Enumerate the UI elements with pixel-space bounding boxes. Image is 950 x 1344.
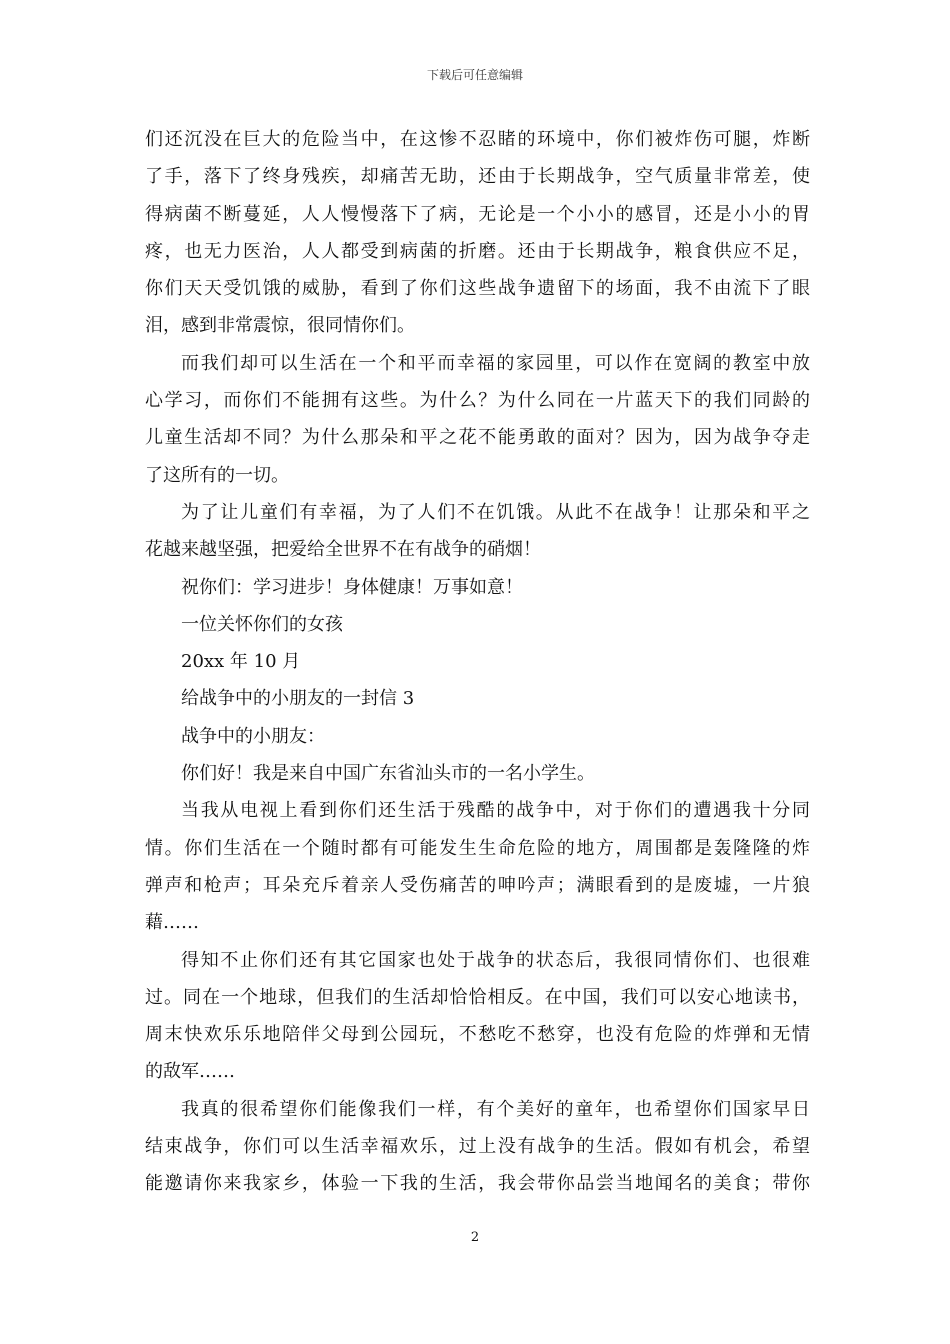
salutation-line: 战争中的小朋友： xyxy=(181,725,325,747)
text-line: 了手，落下了终身残疾，却痛苦无助，还由于长期战争，空气质量非常差，使 xyxy=(145,166,810,188)
text-line: 得知不止你们还有其它国家也处于战争的状态后，我很同情你们、也很难 xyxy=(181,949,810,971)
date-line: 20xx 年 10 月 xyxy=(181,651,301,673)
text-line: 弹声和枪声；耳朵充斥着亲人受伤痛苦的呻吟声；满眼看到的是废墟，一片狼 xyxy=(145,874,810,896)
text-line: 藉…… xyxy=(145,912,199,934)
text-line: 泪，感到非常震惊，很同情你们。 xyxy=(145,315,415,337)
text-line: 心学习，而你们不能拥有这些。为什么？为什么同在一片蓝天下的我们同龄的 xyxy=(145,390,810,412)
text-line: 过。同在一个地球，但我们的生活却恰恰相反。在中国，我们可以安心地读书， xyxy=(145,986,810,1008)
text-line: 情。你们生活在一个随时都有可能发生生命危险的地方，周围都是轰隆隆的炸 xyxy=(145,837,810,859)
signature-line: 一位关怀你们的女孩 xyxy=(181,613,343,635)
document-body xyxy=(145,121,810,1203)
text-line: 能邀请你来我家乡，体验一下我的生活，我会带你品尝当地闻名的美食；带你 xyxy=(145,1173,810,1195)
text-line: 当我从电视上看到你们还生活于残酷的战争中，对于你们的遭遇我十分同 xyxy=(181,800,810,822)
text-line: 疼，也无力医治，人人都受到病菌的折磨。还由于长期战争，粮食供应不足， xyxy=(145,240,810,262)
page-number: 2 xyxy=(470,1230,480,1245)
text-line: 儿童生活却不同？为什么那朵和平之花不能勇敢的面对？因为，因为战争夺走 xyxy=(145,427,810,449)
text-line: 结束战争，你们可以生活幸福欢乐，过上没有战争的生活。假如有机会，希望 xyxy=(145,1136,810,1158)
text-line: 我真的很希望你们能像我们一样，有个美好的童年，也希望你们国家早日 xyxy=(181,1098,810,1120)
text-line: 们还沉没在巨大的危险当中，在这惨不忍睹的环境中，你们被炸伤可腿，炸断 xyxy=(145,129,810,150)
text-line: 你们好！我是来自中国广东省汕头市的一名小学生。 xyxy=(181,763,595,785)
text-line: 得病菌不断蔓延，人人慢慢落下了病，无论是一个小小的感冒，还是小小的胃 xyxy=(145,203,810,225)
text-line: 为了让儿童们有幸福，为了人们不在饥饿。从此不在战争！让那朵和平之 xyxy=(181,501,810,523)
text-line: 花越来越坚强，把爱给全世界不在有战争的硝烟！ xyxy=(145,539,541,561)
section-title: 给战争中的小朋友的一封信 3 xyxy=(181,688,415,710)
page-header: 下载后可任意编辑 xyxy=(426,68,523,82)
text-line: 祝你们：学习进步！身体健康！万事如意！ xyxy=(181,576,523,598)
text-line: 周末快欢乐乐地陪伴父母到公园玩，不愁吃不愁穿，也没有危险的炸弹和无情 xyxy=(145,1024,810,1046)
text-line: 了这所有的一切。 xyxy=(145,464,289,486)
text-line: 你们天天受饥饿的威胁，看到了你们这些战争遗留下的场面，我不由流下了眼 xyxy=(145,278,810,300)
text-line: 的敌军…… xyxy=(145,1061,235,1083)
text-line: 而我们却可以生活在一个和平而幸福的家园里，可以作在宽阔的教室中放 xyxy=(181,352,810,374)
